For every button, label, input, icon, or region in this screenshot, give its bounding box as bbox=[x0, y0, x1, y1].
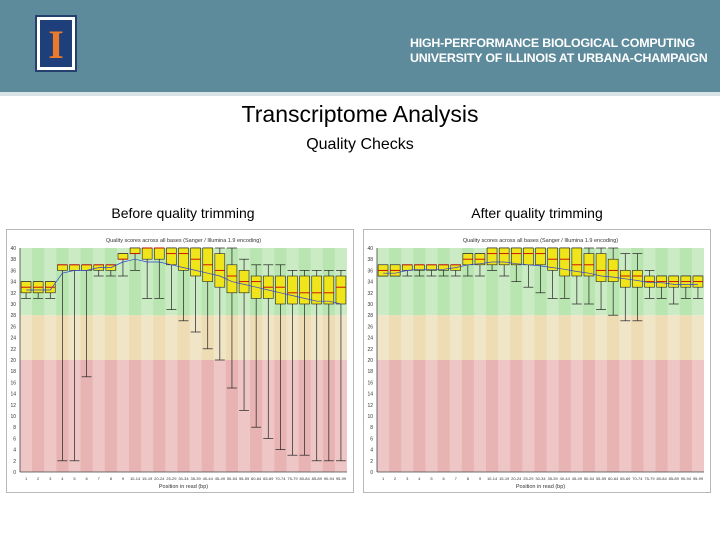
y-tick-label: 20 bbox=[10, 358, 16, 364]
y-tick-label: 0 bbox=[13, 470, 16, 476]
box-iqr bbox=[511, 248, 521, 265]
x-tick-label: 25-29 bbox=[523, 476, 534, 481]
column-stripe bbox=[401, 248, 413, 472]
box-iqr bbox=[312, 276, 322, 304]
x-tick-label: 5 bbox=[73, 476, 76, 481]
x-tick-label: 1 bbox=[381, 476, 385, 481]
x-tick-label: 70-74 bbox=[632, 476, 643, 481]
y-tick-label: 0 bbox=[370, 470, 373, 476]
slide-title: Transcriptome Analysis bbox=[241, 101, 479, 127]
column-stripe bbox=[498, 248, 510, 472]
chart-before-svg bbox=[7, 230, 353, 492]
box-iqr bbox=[324, 276, 334, 304]
logo-block-i-icon bbox=[40, 20, 72, 67]
chart-title: Quality scores across all bases (Sanger / Illumina 1.9 encoding) bbox=[462, 238, 619, 244]
x-tick-label: 2 bbox=[37, 476, 40, 481]
chart-title: Quality scores across all bases (Sanger / Illumina 1.9 encoding) bbox=[105, 238, 262, 244]
x-tick-label: 65-69 bbox=[620, 476, 631, 481]
box-iqr bbox=[560, 248, 570, 276]
x-tick-label: 7 bbox=[97, 476, 100, 481]
caption-after: After quality trimming bbox=[471, 205, 603, 221]
x-tick-label: 35-39 bbox=[190, 476, 201, 481]
x-tick-label: 6 bbox=[85, 476, 88, 481]
column-stripe bbox=[474, 248, 486, 472]
x-tick-label: 9 bbox=[478, 476, 482, 481]
box-iqr bbox=[632, 270, 642, 287]
y-tick-label: 8 bbox=[370, 425, 373, 432]
x-tick-label: 75-79 bbox=[644, 476, 655, 481]
x-tick-label: 70-74 bbox=[275, 476, 286, 481]
y-tick-label: 22 bbox=[10, 346, 16, 353]
x-tick-label: 7 bbox=[454, 476, 457, 481]
y-tick-label: 18 bbox=[10, 369, 16, 376]
box-iqr bbox=[70, 265, 80, 271]
x-tick-label: 15-19 bbox=[142, 476, 153, 481]
box-iqr bbox=[191, 248, 201, 276]
x-tick-label: 45-49 bbox=[571, 476, 582, 481]
column-stripe bbox=[377, 248, 389, 472]
x-tick-label: 95-99 bbox=[335, 476, 347, 481]
box-iqr bbox=[300, 276, 310, 304]
box-iqr bbox=[536, 248, 546, 265]
box-iqr bbox=[596, 254, 606, 282]
y-tick-label: 24 bbox=[367, 335, 373, 342]
y-tick-label: 2 bbox=[13, 458, 16, 465]
y-tick-label: 4 bbox=[370, 447, 373, 454]
y-tick-label: 24 bbox=[10, 335, 16, 342]
y-tick-label: 36 bbox=[10, 268, 16, 275]
x-tick-label: 8 bbox=[109, 476, 112, 481]
y-tick-label: 34 bbox=[367, 279, 373, 286]
y-tick-label: 4 bbox=[13, 447, 16, 454]
x-tick-label: 55-59 bbox=[238, 476, 250, 481]
y-tick-label: 6 bbox=[13, 436, 16, 443]
y-tick-label: 12 bbox=[10, 402, 16, 409]
y-tick-label: 16 bbox=[10, 380, 16, 387]
y-tick-label: 34 bbox=[10, 279, 16, 286]
y-tick-label: 26 bbox=[10, 324, 16, 331]
x-axis-label: Position in read (bp) bbox=[158, 484, 209, 490]
x-tick-label: 85-89 bbox=[668, 476, 679, 481]
x-tick-label: 60-64 bbox=[608, 476, 619, 481]
x-tick-label: 80-84 bbox=[299, 476, 310, 481]
x-tick-label: 75-79 bbox=[287, 476, 298, 481]
x-tick-label: 10-14 bbox=[129, 476, 141, 481]
column-stripe bbox=[450, 248, 462, 472]
y-tick-label: 38 bbox=[367, 257, 373, 264]
box-iqr bbox=[142, 248, 152, 259]
y-tick-label: 16 bbox=[367, 380, 373, 387]
box-iqr bbox=[336, 276, 346, 304]
x-tick-label: 65-69 bbox=[263, 476, 274, 481]
y-tick-label: 38 bbox=[10, 257, 16, 264]
x-tick-label: 6 bbox=[442, 476, 445, 481]
box-iqr bbox=[275, 276, 285, 304]
x-tick-label: 25-29 bbox=[166, 476, 177, 481]
x-tick-label: 3 bbox=[49, 476, 52, 481]
box-iqr bbox=[166, 248, 176, 265]
y-tick-label: 14 bbox=[10, 391, 16, 398]
y-tick-label: 20 bbox=[367, 358, 373, 364]
x-tick-label: 3 bbox=[406, 476, 409, 481]
x-tick-label: 1 bbox=[24, 476, 28, 481]
y-tick-label: 8 bbox=[13, 425, 16, 432]
x-tick-label: 95-99 bbox=[692, 476, 704, 481]
x-tick-label: 4 bbox=[418, 476, 421, 481]
y-tick-label: 28 bbox=[10, 313, 16, 320]
y-tick-label: 6 bbox=[370, 436, 373, 443]
x-tick-label: 30-34 bbox=[178, 476, 189, 481]
x-tick-label: 15-19 bbox=[499, 476, 510, 481]
y-tick-label: 32 bbox=[10, 290, 16, 297]
y-tick-label: 40 bbox=[367, 246, 373, 252]
y-tick-label: 40 bbox=[10, 246, 16, 252]
x-tick-label: 55-59 bbox=[595, 476, 607, 481]
x-tick-label: 4 bbox=[61, 476, 64, 481]
x-tick-label: 50-54 bbox=[583, 476, 595, 481]
box-iqr bbox=[523, 248, 533, 265]
university-logo bbox=[35, 15, 77, 72]
box-iqr bbox=[118, 254, 128, 260]
y-tick-label: 2 bbox=[370, 458, 373, 465]
header-divider bbox=[0, 92, 720, 96]
column-stripe bbox=[93, 248, 105, 472]
x-tick-label: 5 bbox=[430, 476, 433, 481]
slide-subtitle: Quality Checks bbox=[306, 136, 414, 153]
x-tick-label: 90-94 bbox=[680, 476, 691, 481]
x-tick-label: 10-14 bbox=[486, 476, 498, 481]
x-tick-label: 8 bbox=[466, 476, 469, 481]
x-tick-label: 2 bbox=[394, 476, 397, 481]
logo-letter: I bbox=[48, 22, 64, 67]
column-stripe bbox=[425, 248, 437, 472]
x-tick-label: 40-44 bbox=[559, 476, 570, 481]
y-tick-label: 30 bbox=[10, 302, 16, 308]
chart-after-trimming bbox=[363, 229, 711, 493]
header-bar bbox=[0, 0, 720, 92]
y-tick-label: 30 bbox=[367, 302, 373, 308]
y-tick-label: 36 bbox=[367, 268, 373, 275]
x-tick-label: 85-89 bbox=[311, 476, 322, 481]
x-tick-label: 90-94 bbox=[323, 476, 334, 481]
box-iqr bbox=[288, 276, 298, 304]
y-tick-label: 14 bbox=[367, 391, 373, 398]
x-tick-label: 20-24 bbox=[154, 476, 165, 481]
x-tick-label: 35-39 bbox=[547, 476, 558, 481]
x-tick-label: 40-44 bbox=[202, 476, 213, 481]
chart-after-svg bbox=[364, 230, 710, 492]
y-tick-label: 26 bbox=[367, 324, 373, 331]
caption-before: Before quality trimming bbox=[111, 205, 255, 221]
box-iqr bbox=[227, 265, 237, 293]
chart-before-trimming bbox=[6, 229, 354, 493]
y-tick-label: 28 bbox=[367, 313, 373, 320]
x-tick-label: 20-24 bbox=[511, 476, 522, 481]
x-tick-label: 50-54 bbox=[226, 476, 238, 481]
box-iqr bbox=[130, 248, 140, 254]
x-tick-label: 60-64 bbox=[251, 476, 262, 481]
x-axis-label: Position in read (bp) bbox=[515, 484, 566, 490]
y-tick-label: 32 bbox=[367, 290, 373, 297]
box-iqr bbox=[57, 265, 67, 271]
box-iqr bbox=[402, 265, 412, 271]
y-tick-label: 18 bbox=[367, 369, 373, 376]
column-stripe bbox=[117, 248, 129, 472]
x-tick-label: 9 bbox=[121, 476, 125, 481]
box-iqr bbox=[154, 248, 164, 259]
org-name-line2: UNIVERSITY OF ILLINOIS AT URBANA-CHAMPAIGN bbox=[410, 51, 708, 65]
y-tick-label: 10 bbox=[10, 414, 16, 420]
x-tick-label: 30-34 bbox=[535, 476, 546, 481]
y-tick-label: 10 bbox=[367, 414, 373, 420]
y-tick-label: 12 bbox=[367, 402, 373, 409]
y-tick-label: 22 bbox=[367, 346, 373, 353]
x-tick-label: 45-49 bbox=[214, 476, 225, 481]
x-tick-label: 80-84 bbox=[656, 476, 667, 481]
org-name-line1: HIGH-PERFORMANCE BIOLOGICAL COMPUTING bbox=[410, 36, 695, 50]
